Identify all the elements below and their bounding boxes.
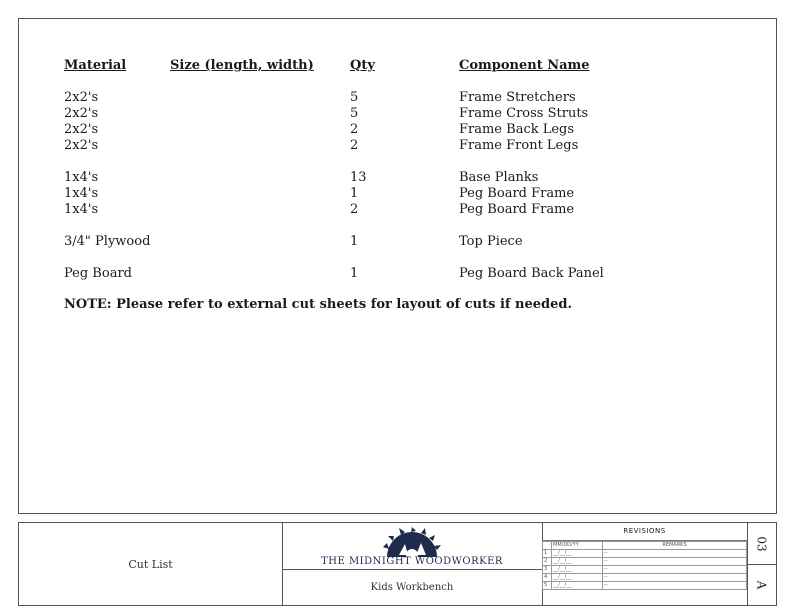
table-row bbox=[64, 170, 764, 186]
material-cell: 1x4's bbox=[64, 186, 99, 201]
table-row bbox=[64, 138, 764, 154]
revision-row bbox=[543, 574, 747, 582]
rev-date: __/__/__ bbox=[552, 582, 603, 590]
component-cell: Top Piece bbox=[459, 234, 523, 249]
table-row bbox=[64, 202, 764, 218]
material-cell: 2x2's bbox=[64, 90, 99, 105]
revision-row bbox=[543, 582, 747, 590]
rev-num: 4 bbox=[543, 574, 552, 582]
sheet-title: Cut List bbox=[19, 523, 283, 605]
revisions-table bbox=[542, 541, 747, 590]
rev-remarks-header: REMARKS bbox=[603, 542, 747, 550]
table-row bbox=[64, 106, 764, 122]
rev-date-header: MM/DD/YY bbox=[552, 542, 603, 550]
cut-sheet-note: NOTE: Please refer to external cut sheets for layout of cuts if needed. bbox=[64, 297, 572, 312]
revision-letter-text: A bbox=[754, 580, 769, 589]
revisions-header-row bbox=[543, 542, 747, 550]
qty-cell: 2 bbox=[350, 138, 359, 153]
rev-remarks: -- bbox=[603, 558, 747, 566]
material-cell: 2x2's bbox=[64, 138, 99, 153]
component-cell: Frame Stretchers bbox=[459, 90, 576, 105]
rev-remarks: -- bbox=[603, 566, 747, 574]
logo-text: THE MIDNIGHT WOODWORKER bbox=[321, 556, 503, 567]
sheet-number bbox=[747, 523, 776, 565]
table-row bbox=[64, 122, 764, 138]
rev-date: __/__/__ bbox=[552, 550, 603, 558]
revision-letter bbox=[747, 564, 776, 605]
component-cell: Peg Board Frame bbox=[459, 186, 575, 201]
saw-blade-logo-icon bbox=[379, 527, 445, 557]
qty-cell: 2 bbox=[350, 122, 359, 137]
revision-row bbox=[543, 566, 747, 574]
header-size: Size (length, width) bbox=[170, 58, 314, 73]
sheet-info bbox=[747, 523, 776, 605]
header-component: Component Name bbox=[459, 58, 590, 73]
component-cell: Frame Front Legs bbox=[459, 138, 579, 153]
sheet-number-text: 03 bbox=[754, 535, 769, 552]
logo bbox=[282, 523, 542, 570]
table-row bbox=[64, 90, 764, 106]
qty-cell: 5 bbox=[350, 106, 359, 121]
header-qty: Qty bbox=[350, 58, 375, 73]
title-block bbox=[18, 522, 777, 606]
qty-cell: 1 bbox=[350, 266, 359, 281]
project-name: Kids Workbench bbox=[370, 582, 454, 593]
rev-remarks: -- bbox=[603, 574, 747, 582]
revision-row bbox=[543, 558, 747, 566]
material-cell: 2x2's bbox=[64, 106, 99, 121]
rev-date: __/__/__ bbox=[552, 558, 603, 566]
revisions-block bbox=[542, 523, 748, 605]
component-cell: Frame Cross Struts bbox=[459, 106, 589, 121]
material-cell: Peg Board bbox=[64, 266, 132, 281]
component-cell: Frame Back Legs bbox=[459, 122, 575, 137]
table-row bbox=[64, 234, 764, 250]
rev-remarks: -- bbox=[603, 582, 747, 590]
rev-num: 5 bbox=[543, 582, 552, 590]
qty-cell: 13 bbox=[350, 170, 367, 185]
rev-remarks: -- bbox=[603, 550, 747, 558]
component-cell: Peg Board Back Panel bbox=[459, 266, 604, 281]
logo-section bbox=[282, 523, 543, 605]
qty-cell: 5 bbox=[350, 90, 359, 105]
rev-date: __/__/__ bbox=[552, 574, 603, 582]
revision-row bbox=[543, 550, 747, 558]
revisions-title: REVISIONS bbox=[542, 523, 747, 541]
material-cell: 3/4" Plywood bbox=[64, 234, 151, 249]
qty-cell: 2 bbox=[350, 202, 359, 217]
table-row bbox=[64, 186, 764, 202]
material-cell: 2x2's bbox=[64, 122, 99, 137]
table-row bbox=[64, 266, 764, 282]
rev-num: 3 bbox=[543, 566, 552, 574]
qty-cell: 1 bbox=[350, 234, 359, 249]
header-material: Material bbox=[64, 58, 127, 73]
material-cell: 1x4's bbox=[64, 202, 99, 217]
rev-date: __/__/__ bbox=[552, 566, 603, 574]
component-cell: Peg Board Frame bbox=[459, 202, 575, 217]
material-cell: 1x4's bbox=[64, 170, 99, 185]
rev-num: 2 bbox=[543, 558, 552, 566]
component-cell: Base Planks bbox=[459, 170, 539, 185]
rev-num: 1 bbox=[543, 550, 552, 558]
qty-cell: 1 bbox=[350, 186, 359, 201]
